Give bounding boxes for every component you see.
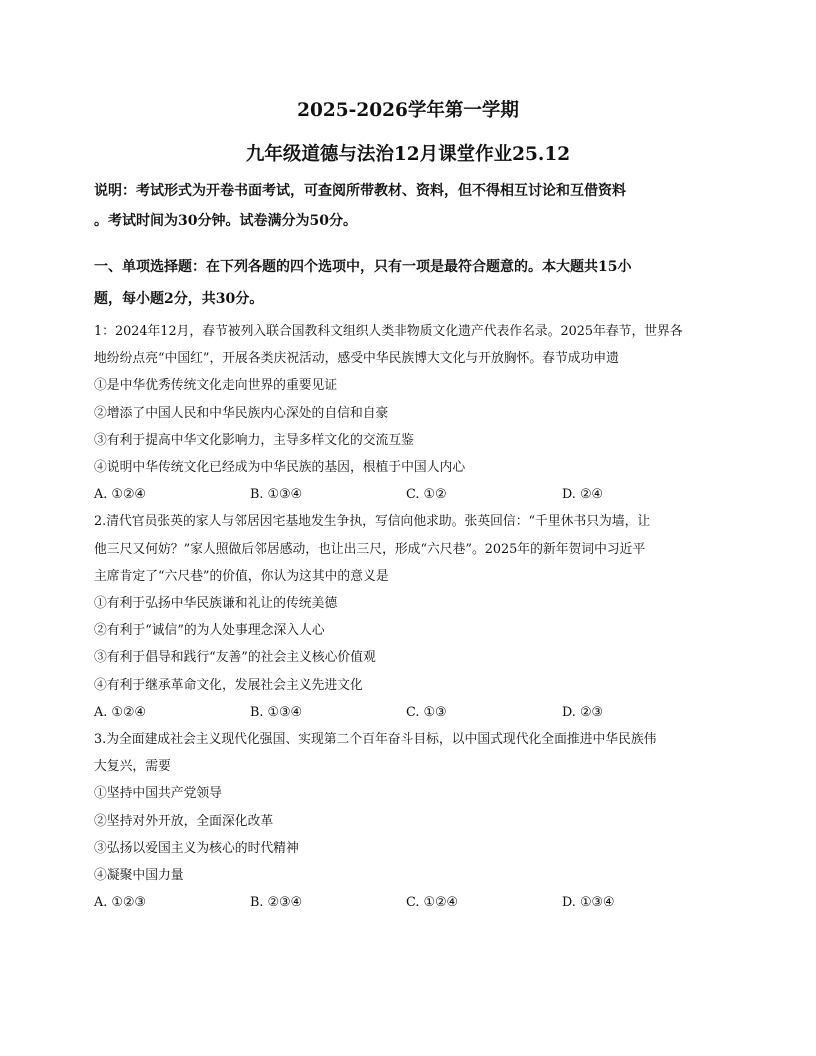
choice-c: C. ①③	[406, 704, 447, 720]
choice-c: C. ①②	[406, 487, 447, 503]
exam-title-term: 2025-2026学年第一学期	[297, 100, 519, 121]
question-2	[94, 508, 724, 726]
answer-choices	[94, 481, 724, 508]
choice-c: C. ①②④	[406, 895, 458, 911]
statement-option: ①坚持中国共产党领导	[94, 786, 222, 802]
section-heading	[94, 251, 724, 315]
statement-option: ①有利于弘扬中华民族谦和礼让的传统美德	[94, 596, 338, 612]
question-stem: 3.为全面建成社会主义现代化强国、实现第二个百年奋斗目标，以中国式现代化全面推进中华民族伟	[94, 732, 657, 748]
question-list	[94, 318, 724, 916]
choice-b: B. ①③④	[250, 487, 302, 503]
statement-option: ④说明中华传统文化已经成为中华民族的基因，根植于中国人内心	[94, 460, 466, 476]
section-heading-line: 一、单项选择题：在下列各题的四个选项中，只有一项是最符合题意的。本大题共15小	[94, 259, 632, 275]
question-stem: 主席肯定了“六尺巷”的价值，你认为这其中的意义是	[94, 568, 389, 584]
answer-choices	[94, 889, 724, 916]
question-stem: 他三尺又何妨？”家人照做后邻居感动，也让出三尺，形成“六尺巷”。2025年的新年贺词中习近平	[94, 541, 646, 557]
statement-option: ②坚持对外开放，全面深化改革	[94, 813, 274, 829]
choice-a: A. ①②④	[94, 487, 146, 503]
instructions-line: 。考试时间为30分钟。试卷满分为50分。	[94, 213, 357, 229]
question-stem: 2.清代官员张英的家人与邻居因宅基地发生争执，写信向他求助。张英回信：“千里休书只为墙，让	[94, 514, 651, 530]
question-stem: 地纷纷点亮“中国红”，开展各类庆祝活动，感受中华民族博大文化与开放胸怀。春节成功申遗	[94, 351, 619, 367]
statement-option: ②增添了中国人民和中华民族内心深处的自信和自豪	[94, 405, 389, 421]
question-3	[94, 726, 724, 916]
section-heading-line: 题，每小题2分，共30分。	[94, 291, 264, 307]
question-stem: 1：2024年12月，春节被列入联合国教科文组织人类非物质文化遗产代表作名录。2025年春节，世界各	[94, 324, 683, 339]
answer-choices	[94, 699, 724, 726]
choice-a: A. ①②④	[94, 704, 146, 720]
question-1	[94, 318, 724, 508]
choice-b: B. ①③④	[250, 704, 302, 720]
statement-option: ③弘扬以爱国主义为核心的时代精神	[94, 840, 299, 856]
choice-b: B. ②③④	[250, 895, 302, 911]
question-stem: 大复兴，需要	[94, 759, 171, 775]
choice-a: A. ①②③	[94, 895, 146, 911]
exam-instructions	[94, 176, 724, 236]
statement-option: ②有利于“诚信”的为人处事理念深入人心	[94, 623, 325, 639]
statement-option: ①是中华优秀传统文化走向世界的重要见证	[94, 378, 338, 394]
exam-title-subject: 九年级道德与法治12月课堂作业25.12	[245, 144, 571, 165]
statement-option: ③有利于倡导和践行“友善”的社会主义核心价值观	[94, 650, 376, 666]
instructions-line: 说明：考试形式为开卷书面考试，可查阅所带教材、资料，但不得相互讨论和互借资料	[94, 183, 626, 199]
choice-d: D. ②③	[562, 704, 603, 720]
statement-option: ④有利于继承革命文化，发展社会主义先进文化	[94, 677, 363, 693]
statement-option: ③有利于提高中华文化影响力，主导多样文化的交流互鉴	[94, 432, 414, 448]
choice-d: D. ①③④	[562, 895, 615, 911]
choice-d: D. ②④	[562, 487, 603, 503]
statement-option: ④凝聚中国力量	[94, 868, 184, 884]
